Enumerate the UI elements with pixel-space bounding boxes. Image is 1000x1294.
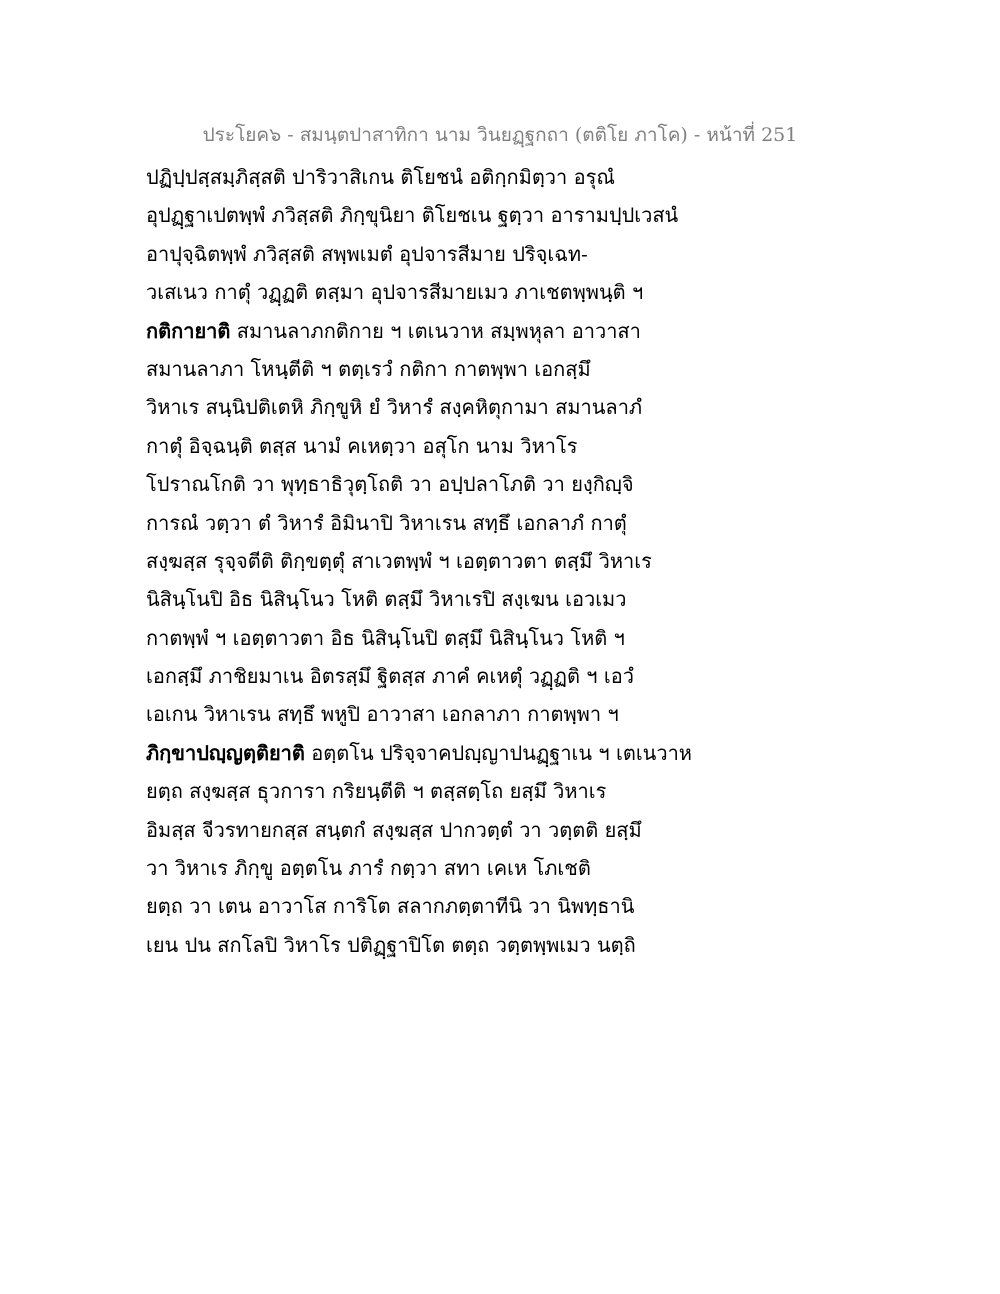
text-line: กาตุํ อิจฺฉนฺติ ตสฺส นามํ คเหตฺวา อสุโก นาม วิหาโร xyxy=(146,433,578,458)
text-line: สงฺฆสฺส รุจฺจตีติ ติกฺขตฺตุํ สาเวตพฺพํ ฯ เอตฺตาวตา ตสฺมึ วิหาเร xyxy=(146,548,652,573)
text-line: เอเกน วิหาเรน สทฺธึ พหูปิ อาวาสา เอกลาภา กาตพฺพา ฯ xyxy=(146,702,619,727)
text-line: ภิกฺขาปญฺญตฺติยาติ อตฺตโน ปริจฺจาคปญฺญาปนฏฺฐาเน ฯ เตเนวาห xyxy=(146,740,692,765)
text-line: ยตฺถ สงฺฆสฺส ธุวการา กริยนฺตีติ ฯ ตสฺสตฺโถ ยสฺมึ วิหาเร xyxy=(146,779,607,804)
text-line: ยตฺถ วา เตน อาวาโส การิโต สลากภตฺตาทีนิ วา นิพทฺธานิ xyxy=(146,894,635,919)
text-line: สมานลาภา โหนฺตีติ ฯ ตตฺเรวํ กติกา กาตพฺพา เอกสฺมึ xyxy=(146,356,591,381)
text-line: เอกสฺมึ ภาชิยมาเน อิตรสฺมึ ฐิตสฺส ภาคํ คเหตุํ วฏฺฏติ ฯ เอวํ xyxy=(146,664,634,689)
text-line: อิมสฺส จีวรทายกสฺส สนฺตกํ สงฺฆสฺส ปากวตฺตํ วา วตฺตติ ยสฺมึ xyxy=(146,817,642,842)
text-line: นิสินฺโนปิ อิธ นิสินฺโนว โหติ ตสฺมึ วิหาเรปิ สงฺเฆน เอวเมว xyxy=(146,587,627,612)
page-header: ประโยค๖ - สมนฺตปาสาทิกา นาม วินยฏฺฐกถา (ตติโย ภาโค) - หน้าที่ 251 xyxy=(202,124,798,146)
text-line: วเสเนว กาตุํ วฏฺฏติ ตสฺมา อุปจารสีมายเมว ภาเชตพฺพนฺติ ฯ xyxy=(146,280,644,305)
text-line: กาตพฺพํ ฯ เอตฺตาวตา อิธ นิสินฺโนปิ ตสฺมึ นิสินฺโนว โหติ ฯ xyxy=(146,625,625,650)
bold-term: ภิกฺขาปญฺญตฺติยาติ xyxy=(146,740,305,765)
body-text xyxy=(146,158,866,964)
text-line: กติกายาติ สมานลาภกติกาย ฯ เตเนวาห สมฺพหุลา อาวาสา xyxy=(146,318,641,343)
text-line: อุปฏฺฐาเปตพฺพํ ภวิสฺสติ ภิกฺขุนิยา ติโยชเน ฐตฺวา อารามปฺปเวสนํ xyxy=(146,203,679,228)
text-line: โปราณโกติ วา พุทฺธาธิวุตฺโถติ วา อปฺปลาโภติ วา ยงฺกิญฺจิ xyxy=(146,472,634,497)
text-line: วา วิหาเร ภิกฺขู อตฺตโน ภารํ กตฺวา สทา เคเห โภเชติ xyxy=(146,856,591,881)
bold-term: กติกายาติ xyxy=(146,318,231,343)
text-line: อาปุจฺฉิตพฺพํ ภวิสฺสติ สพฺพเมตํ อุปจารสีมาย ปริจฺเฉท- xyxy=(146,241,588,266)
text-line: เยน ปน สกโลปิ วิหาโร ปติฏฺฐาปิโต ตตฺถ วตฺตพฺพเมว นตฺถิ xyxy=(146,932,636,957)
text-line: วิหาเร สนฺนิปติเตหิ ภิกฺขูหิ ยํ วิหารํ สงฺคหิตุกามา สมานลาภํ xyxy=(146,395,643,420)
text-line: ปฏิปฺปสฺสมฺภิสฺสติ ปาริวาสิเกน ติโยชนํ อติกฺกมิตฺวา อรุณํ xyxy=(146,165,615,189)
text-line: การณํ วตฺวา ตํ วิหารํ อิมินาปิ วิหาเรน สทฺธึ เอกลาภํ กาตุํ xyxy=(146,510,627,535)
